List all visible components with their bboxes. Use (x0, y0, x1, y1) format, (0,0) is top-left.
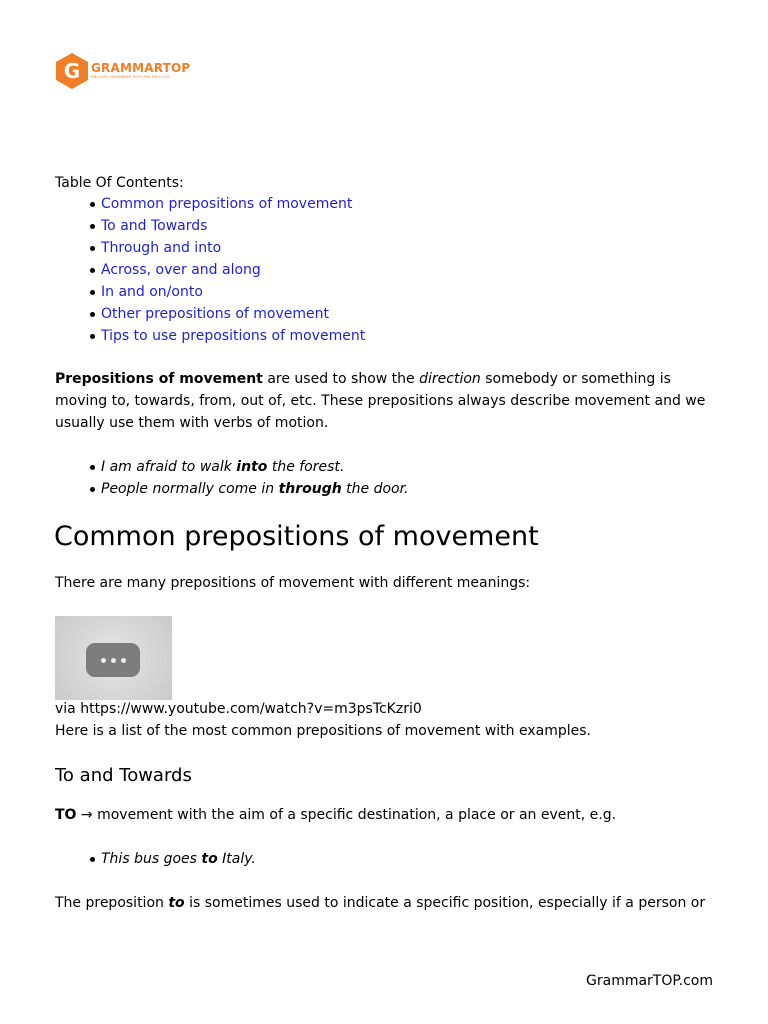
play-dot (111, 658, 116, 663)
toc-item (55, 304, 365, 326)
note-paragraph (55, 892, 715, 914)
example-item (55, 849, 256, 871)
toc-title: Table Of Contents: (55, 175, 184, 191)
subsection-heading: To and Towards (55, 765, 192, 786)
note-text: The preposition (55, 895, 169, 911)
toc-item (55, 194, 365, 216)
toc-link-common-prepositions[interactable]: Common prepositions of movement (101, 196, 353, 212)
note-text: is sometimes used to indicate a specific position, especially if a person or (184, 895, 706, 911)
example-key-preposition: to (201, 851, 218, 867)
example-item (55, 479, 409, 501)
intro-bold-term: Prepositions of movement (55, 371, 263, 387)
intro-paragraph (55, 368, 715, 434)
to-example-list (55, 849, 256, 871)
intro-text-2: somebody or something is moving to, towards, from, out of, etc. These prepositions always describe movement and we usually use them with verbs of motion. (55, 371, 706, 431)
toc-link-tips[interactable]: Tips to use prepositions of movement (101, 328, 366, 344)
footer-site-name: GrammarTOP.com (586, 973, 713, 989)
play-button-icon[interactable] (86, 643, 140, 677)
definition-to (55, 804, 715, 826)
toc-link-through-and-into[interactable]: Through and into (101, 240, 222, 256)
example-text: the forest. (267, 459, 345, 475)
intro-italic-term: direction (419, 371, 481, 387)
list-intro: Here is a list of the most common prepositions of movement with examples. (55, 723, 591, 739)
toc-item (55, 326, 365, 348)
example-item (55, 457, 409, 479)
toc-link-other-prepositions[interactable]: Other prepositions of movement (101, 306, 330, 322)
logo-letter: G (63, 59, 81, 83)
toc-list (55, 194, 365, 348)
video-thumbnail[interactable] (55, 616, 172, 700)
example-text: the door. (341, 481, 409, 497)
intro-example-list (55, 457, 409, 501)
note-key-preposition: to (168, 895, 185, 911)
example-key-preposition: through (278, 481, 342, 497)
toc-item (55, 282, 365, 304)
play-dot (121, 658, 126, 663)
example-text: Italy. (217, 851, 256, 867)
play-dot (101, 658, 106, 663)
video-source: via https://www.youtube.com/watch?v=m3psTcKzri0 (55, 701, 422, 717)
hexagon-logo-icon (55, 52, 89, 90)
grammartop-logo[interactable] (55, 52, 195, 90)
example-text: I am afraid to walk (101, 459, 237, 475)
intro-text-1: are used to show the (262, 371, 420, 387)
toc-item (55, 260, 365, 282)
logo-wordmark: GRAMMARTOP (91, 61, 191, 75)
logo-tagline: ENGLISH GRAMMAR IN PLAIN ENGLISH (91, 75, 170, 79)
example-text: People normally come in (101, 481, 279, 497)
example-key-preposition: into (236, 459, 268, 475)
toc-link-across-over-along[interactable]: Across, over and along (101, 262, 261, 278)
definition-term: TO (55, 807, 77, 823)
example-text: This bus goes (101, 851, 202, 867)
definition-text: → movement with the aim of a specific destination, a place or an event, e.g. (76, 807, 617, 823)
toc-item (55, 216, 365, 238)
toc-link-in-and-on-onto[interactable]: In and on/onto (101, 284, 203, 300)
toc-link-to-and-towards[interactable]: To and Towards (101, 218, 208, 234)
toc-item (55, 238, 365, 260)
section-heading: Common prepositions of movement (54, 521, 539, 552)
section-lead: There are many prepositions of movement with different meanings: (55, 575, 531, 591)
